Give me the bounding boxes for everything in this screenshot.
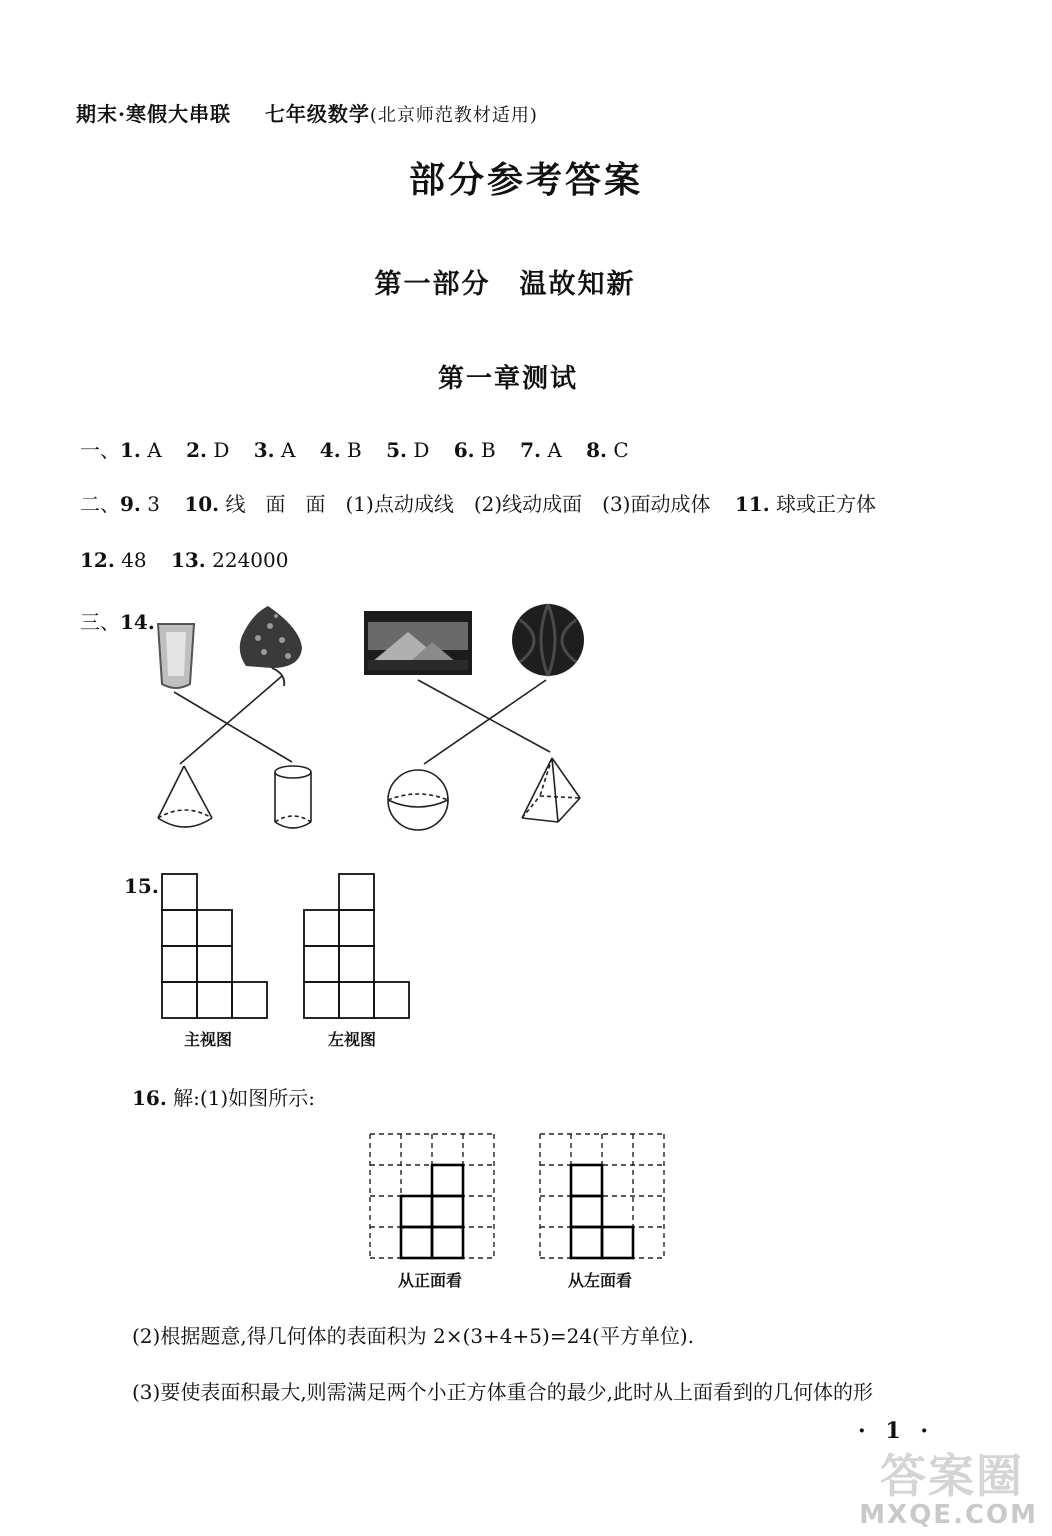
q16-left-grid <box>540 1134 664 1258</box>
q1-num: 1. <box>120 438 141 462</box>
q11-answer: 球或正方体 <box>776 492 877 516</box>
q9-answer: 3 <box>147 492 160 516</box>
watermark-url: MXQE.COM <box>859 1500 1038 1530</box>
cup-image <box>158 624 194 688</box>
q6-answer: B <box>481 438 496 462</box>
q12-num: 12. <box>80 548 115 572</box>
q16-intro: 解:(1)如图所示: <box>173 1086 315 1110</box>
q13-num: 13. <box>170 548 206 572</box>
strawberry-image <box>240 606 302 686</box>
q16-part2: (2)根据题意,得几何体的表面积为 2×(3+4+5)=24(平方单位). <box>132 1324 694 1348</box>
pyramid-shape <box>522 758 580 822</box>
section-2-answers-line1 <box>80 488 876 517</box>
cylinder-shape <box>275 766 311 828</box>
q15-front-caption: 主视图 <box>184 1030 233 1049</box>
q16-num: 16. <box>132 1086 167 1110</box>
q16-front-grid <box>370 1134 494 1258</box>
section-1-label: 一、 <box>80 438 120 462</box>
q6-num: 6. <box>453 438 475 462</box>
header-series: 期末·寒假大串联 <box>76 102 231 126</box>
running-header <box>76 98 538 127</box>
q10-answer: 线 面 面 (1)点动成线 (2)线动成面 (3)面动成体 <box>225 492 711 516</box>
q12-answer: 48 <box>121 548 147 572</box>
section-3-label-line <box>80 606 155 635</box>
q9-num: 9. <box>120 492 141 516</box>
q1-answer: A <box>147 438 162 462</box>
q10-num: 10. <box>184 492 220 516</box>
q2-num: 2. <box>186 438 207 462</box>
section-2-answers-line2 <box>80 548 288 572</box>
section-3-label: 三、 <box>80 610 120 634</box>
q15-front-view <box>162 874 267 1018</box>
pyramid-photo <box>364 611 472 675</box>
q15-left-view <box>304 874 409 1018</box>
q16-left-caption: 从左面看 <box>568 1271 633 1290</box>
header-edition: (北京师范教材适用) <box>369 105 538 126</box>
q2-answer: D <box>213 438 230 462</box>
section-2-label: 二、 <box>80 492 120 516</box>
q16-front-view <box>401 1165 463 1258</box>
q15-label <box>124 874 159 898</box>
q16-left-view <box>571 1165 633 1258</box>
chapter-title: 第一章测试 <box>437 364 578 394</box>
q16-front-caption: 从正面看 <box>398 1271 463 1290</box>
page-title: 部分参考答案 <box>408 159 643 201</box>
q8-answer: C <box>613 438 629 462</box>
page-number: · 1 · <box>858 1418 934 1444</box>
header-subject: 七年级数学 <box>264 102 370 126</box>
q7-num: 7. <box>520 438 541 462</box>
q5-answer: D <box>413 438 430 462</box>
q16-part3: (3)要使表面积最大,则需满足两个小正方体重合的最少,此时从上面看到的几何体的形 <box>132 1380 874 1404</box>
watermelon-image <box>512 604 584 676</box>
q7-answer: A <box>547 438 562 462</box>
sphere-shape <box>388 770 448 830</box>
q4-num: 4. <box>319 438 341 462</box>
q5-num: 5. <box>386 438 407 462</box>
q3-num: 3. <box>253 438 275 462</box>
watermark-logo: 答案圈 <box>880 1449 1024 1503</box>
q16-intro-line <box>132 1082 315 1111</box>
section-1-answers <box>80 434 629 463</box>
q11-num: 11. <box>734 492 770 516</box>
q14-num: 14. <box>120 610 155 634</box>
q15-left-caption: 左视图 <box>328 1030 377 1049</box>
q13-answer: 224000 <box>212 548 289 572</box>
part-title: 第一部分 温故知新 <box>374 269 636 300</box>
q4-answer: B <box>347 438 362 462</box>
q8-num: 8. <box>586 438 608 462</box>
q3-answer: A <box>280 438 296 462</box>
cone-shape <box>158 766 212 827</box>
q15-num: 15. <box>124 874 159 898</box>
